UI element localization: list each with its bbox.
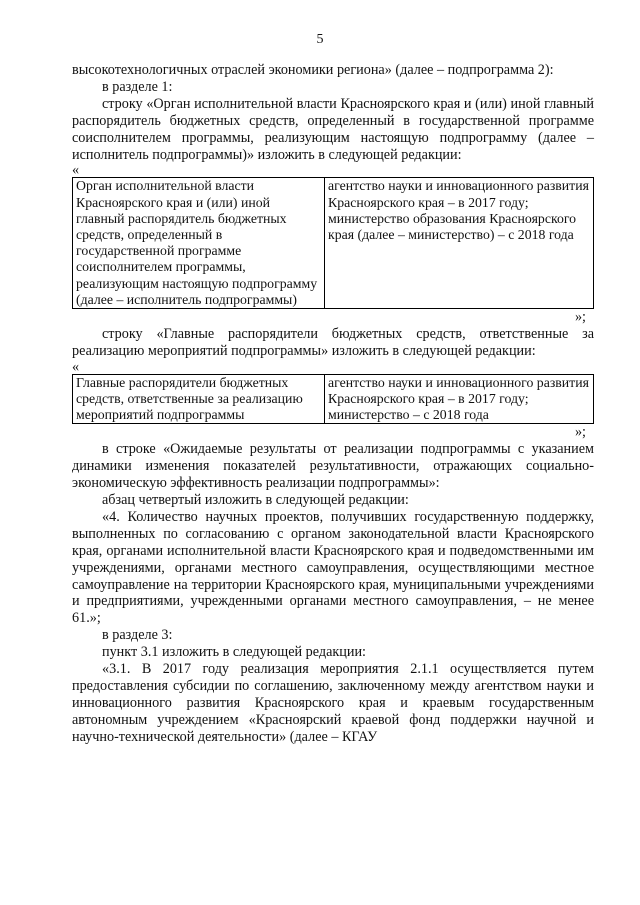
table-row: [73, 374, 594, 424]
amendment-paragraph-projects-count: «4. Количество научных проектов, получивших государственную поддержку, выполненных по согласованию с органом законодательной власти Красноярского края, органами исполнительной власти Красноярского края и подведомственными им учреждениями, органами местного самоуправления, осуществляющими местное самоуправление на территории Красноярского края, муниципальными учреждениями и предприятиями, учрежденными органами местного самоуправления, – не менее 61.»;: [72, 508, 594, 627]
amendment-paragraph-clause-3-1: «3.1. В 2017 году реализация мероприятия 2.1.1 осуществляется путем предоставления субсидии по соглашению, заключенному между агентством науки и инновационного развития Красноярского края и краевым государственным автономным учреждением «Красноярский краевой фонд поддержки научной и научно-технической деятельности» (далее – КГАУ: [72, 661, 594, 745]
table1-close-quote: »;: [574, 309, 586, 326]
table-cell-label: Главные распорядители бюджетных средств, ответственные за реализацию мероприятий подпрограммы: [73, 374, 325, 424]
paragraph-fourth-instruction: абзац четвертый изложить в следующей редакции:: [102, 492, 409, 509]
executor-table: [72, 177, 594, 309]
table1-open-quote: «: [72, 162, 80, 179]
section-1-heading: в разделе 1:: [102, 78, 173, 95]
table-row: [73, 178, 594, 309]
clause-3-1-instruction: пункт 3.1 изложить в следующей редакции:: [102, 644, 366, 661]
paragraph-continuation: высокотехнологичных отраслей экономики региона» (далее – подпрограмма 2):: [72, 62, 554, 78]
amendment-paragraph-expected-results: в строке «Ожидаемые результаты от реализации подпрограммы с указанием динамики изменения показателей результативности, отражающих социально-экономическую эффективность реализации подпрограммы»:: [72, 441, 594, 492]
amendment-paragraph-executor: строку «Орган исполнительной власти Красноярского края и (или) иной главный распорядитель бюджетных средств, определенный в государственной программе соисполнителем программы, реализующим настоящую подпрограмму (далее – исполнитель подпрограммы)» изложить в следующей редакции:: [72, 95, 594, 163]
amendment-paragraph-budget-managers: строку «Главные распорядители бюджетных средств, ответственные за реализацию мероприятий подпрограммы» изложить в следующей редакции:: [72, 325, 594, 359]
table2-open-quote: «: [72, 358, 80, 375]
table-cell-value: агентство науки и инновационного развития Красноярского края – в 2017 году; министерство – с 2018 года: [325, 374, 594, 424]
document-body: [72, 62, 594, 746]
budget-managers-table: [72, 374, 594, 425]
table-cell-value: агентство науки и инновационного развития Красноярского края – в 2017 году; министерство образования Красноярского края (далее – министерство) – с 2018 года: [325, 178, 594, 309]
page-number: 5: [316, 32, 324, 47]
table2-close-quote: »;: [574, 424, 586, 441]
section-3-heading: в разделе 3:: [102, 627, 173, 644]
table-cell-label: Орган исполнительной власти Красноярского края и (или) иной главный распорядитель бюджетных средств, определенный в государственной программе соисполнителем программы, реализующим настоящую подпрограмму (далее – исполнитель подпрограммы): [73, 178, 325, 309]
